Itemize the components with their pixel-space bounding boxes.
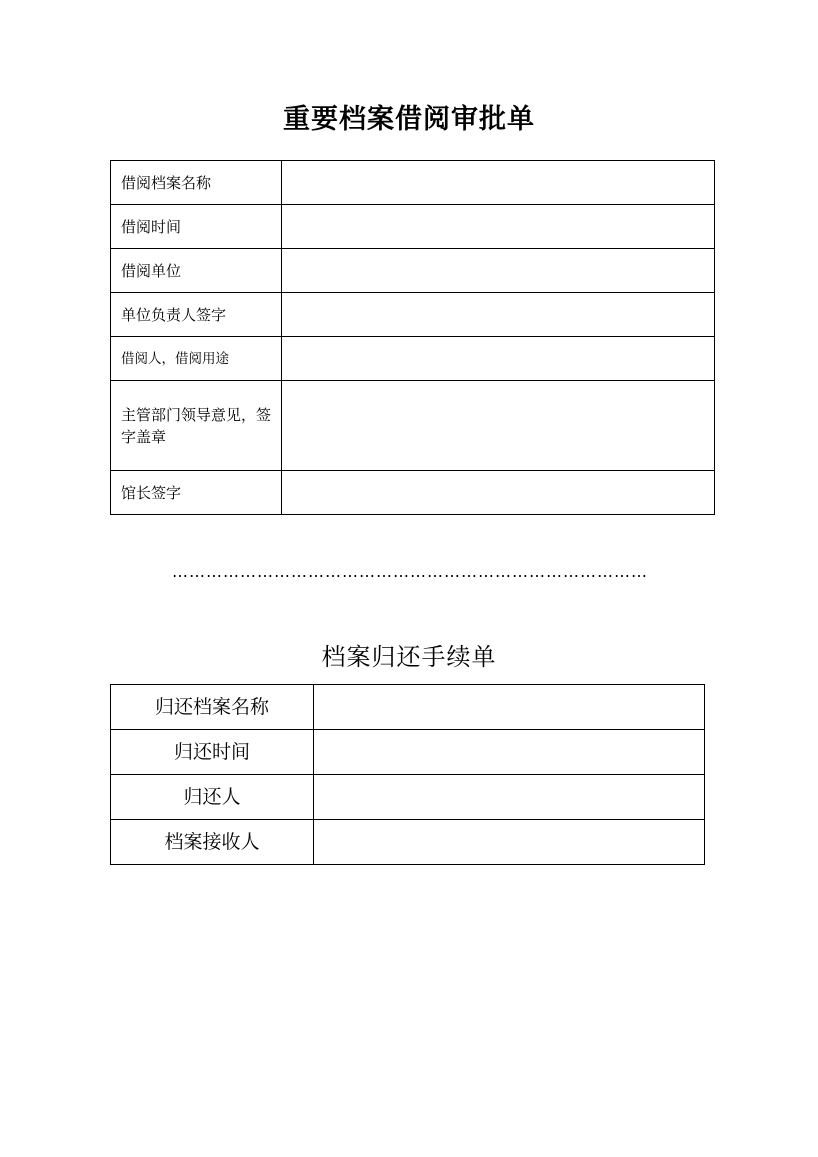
row-label-borrow-unit: 借阅单位	[111, 249, 282, 293]
row-label-returner: 归还人	[111, 775, 314, 820]
row-label-borrow-time: 借阅时间	[111, 205, 282, 249]
row-label-return-time: 归还时间	[111, 730, 314, 775]
dotted-separator: …………………………………………………………………………	[172, 562, 648, 581]
row-label-unit-leader-signature: 单位负责人签字	[111, 293, 282, 337]
row-label-borrower-purpose: 借阅人，借阅用途	[111, 337, 282, 381]
row-value-return-archive-name[interactable]	[314, 685, 705, 730]
table-row	[111, 820, 705, 865]
table-row	[111, 471, 715, 515]
return-form-table	[110, 684, 705, 865]
table-row	[111, 381, 715, 471]
row-value-return-time[interactable]	[314, 730, 705, 775]
table-row	[111, 337, 715, 381]
table-row	[111, 685, 705, 730]
table-row	[111, 730, 705, 775]
row-label-return-archive-name: 归还档案名称	[111, 685, 314, 730]
row-value-borrower-purpose[interactable]	[282, 337, 715, 381]
row-value-returner[interactable]	[314, 775, 705, 820]
row-label-director-signature: 馆长签字	[111, 471, 282, 515]
row-value-director-signature[interactable]	[282, 471, 715, 515]
row-value-department-opinion[interactable]	[282, 381, 715, 471]
row-value-archive-name[interactable]	[282, 161, 715, 205]
table-row	[111, 161, 715, 205]
row-value-unit-leader-signature[interactable]	[282, 293, 715, 337]
row-label-archive-receiver: 档案接收人	[111, 820, 314, 865]
table-row	[111, 249, 715, 293]
page-title-return-form: 档案归还手续单	[321, 643, 497, 671]
table-row	[111, 775, 705, 820]
approval-form-table	[110, 160, 715, 515]
page-title-approval-form: 重要档案借阅审批单	[283, 104, 535, 135]
row-value-borrow-unit[interactable]	[282, 249, 715, 293]
row-label-department-opinion: 主管部门领导意见，签字盖章	[111, 381, 282, 471]
table-row	[111, 205, 715, 249]
row-value-archive-receiver[interactable]	[314, 820, 705, 865]
table-row	[111, 293, 715, 337]
row-value-borrow-time[interactable]	[282, 205, 715, 249]
row-label-archive-name: 借阅档案名称	[111, 161, 282, 205]
